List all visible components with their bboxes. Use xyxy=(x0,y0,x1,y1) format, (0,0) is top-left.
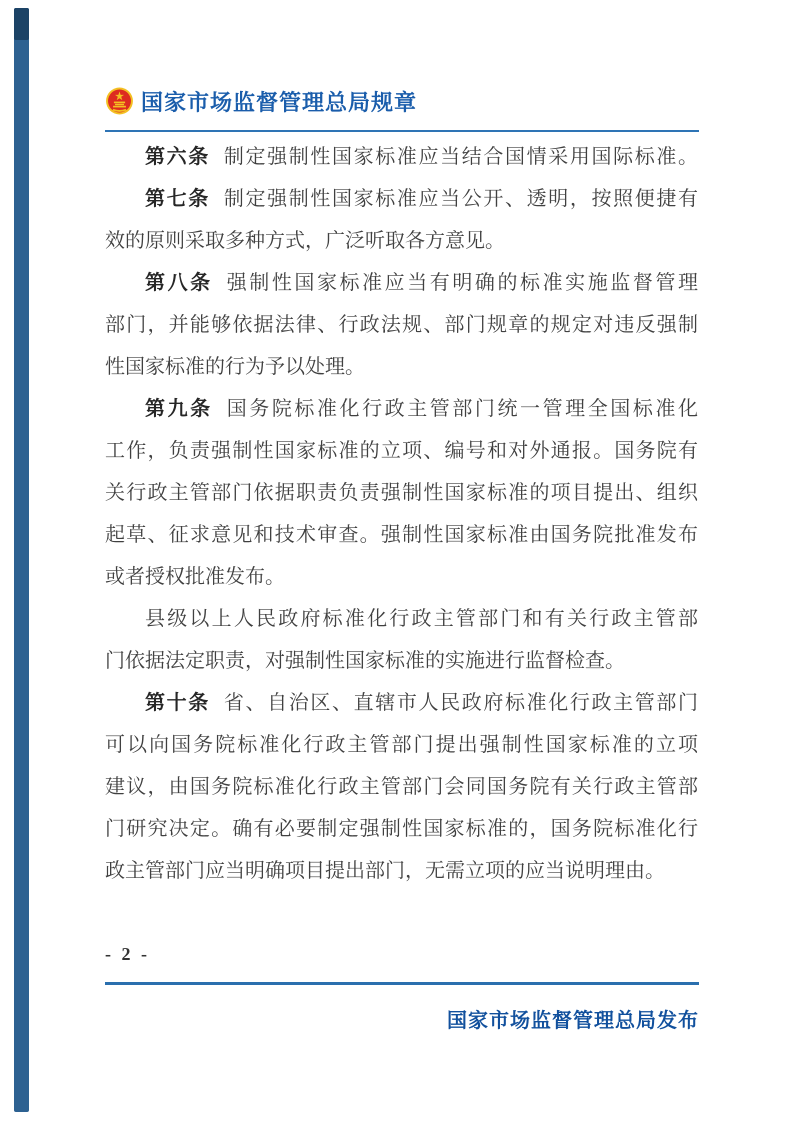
page-number: - 2 - xyxy=(105,944,150,964)
article-8-line: 性国家标准的行为予以处理。 xyxy=(105,356,365,378)
left-scrollbar-thumb[interactable] xyxy=(14,8,29,40)
article-6-line: 第六条 制定强制性国家标准应当结合国情采用国际标准。 xyxy=(145,146,698,168)
publisher-label: 国家市场监督管理总局发布 xyxy=(447,1010,699,1032)
article-7-number: 第七条 xyxy=(145,188,210,210)
article-7-line: 效的原则采取多种方式，广泛听取各方意见。 xyxy=(105,230,505,252)
article-10-line: 政主管部门应当明确项目提出部门，无需立项的应当说明理由。 xyxy=(105,860,665,882)
article-9-line: 工作，负责强制性国家标准的立项、编号和对外通报。国务院有 xyxy=(105,440,698,462)
article-9-line: 起草、征求意见和技术审查。强制性国家标准由国务院批准发布 xyxy=(105,524,698,546)
article-8-number: 第八条 xyxy=(145,272,213,294)
article-6-number: 第六条 xyxy=(145,146,210,168)
article-10-line: 第十条 省、自治区、直辖市人民政府标准化行政主管部门 xyxy=(145,692,698,714)
page-header xyxy=(105,84,699,118)
footer-rule xyxy=(105,982,699,985)
article-7-line: 第七条 制定强制性国家标准应当公开、透明，按照便捷有 xyxy=(145,188,698,210)
article-9-line: 或者授权批准发布。 xyxy=(105,566,285,588)
article-10-line: 门研究决定。确有必要制定强制性国家标准的，国务院标准化行 xyxy=(105,818,698,840)
article-8-line: 第八条 强制性国家标准应当有明确的标准实施监督管理 xyxy=(145,272,698,294)
article-9-line: 关行政主管部门依据职责负责强制性国家标准的项目提出、组织 xyxy=(105,482,698,504)
article-10-number: 第十条 xyxy=(145,692,210,714)
regulation-body xyxy=(105,136,698,892)
left-scrollbar[interactable] xyxy=(14,8,29,1112)
article-10-line: 建议，由国务院标准化行政主管部门会同国务院有关行政主管部 xyxy=(105,776,698,798)
article-10-line: 可以向国务院标准化行政主管部门提出强制性国家标准的立项 xyxy=(105,734,698,756)
article-9-para2-line: 门依据法定职责，对强制性国家标准的实施进行监督检查。 xyxy=(105,650,625,672)
national-emblem-icon xyxy=(105,87,134,115)
article-9-para2-line: 县级以上人民政府标准化行政主管部门和有关行政主管部 xyxy=(145,608,698,630)
header-title: 国家市场监督管理总局规章 xyxy=(141,89,418,115)
article-8-line: 部门，并能够依据法律、行政法规、部门规章的规定对违反强制 xyxy=(105,314,698,336)
article-9-line: 第九条 国务院标准化行政主管部门统一管理全国标准化 xyxy=(145,398,698,420)
article-9-number: 第九条 xyxy=(145,398,213,420)
header-rule xyxy=(105,130,699,132)
